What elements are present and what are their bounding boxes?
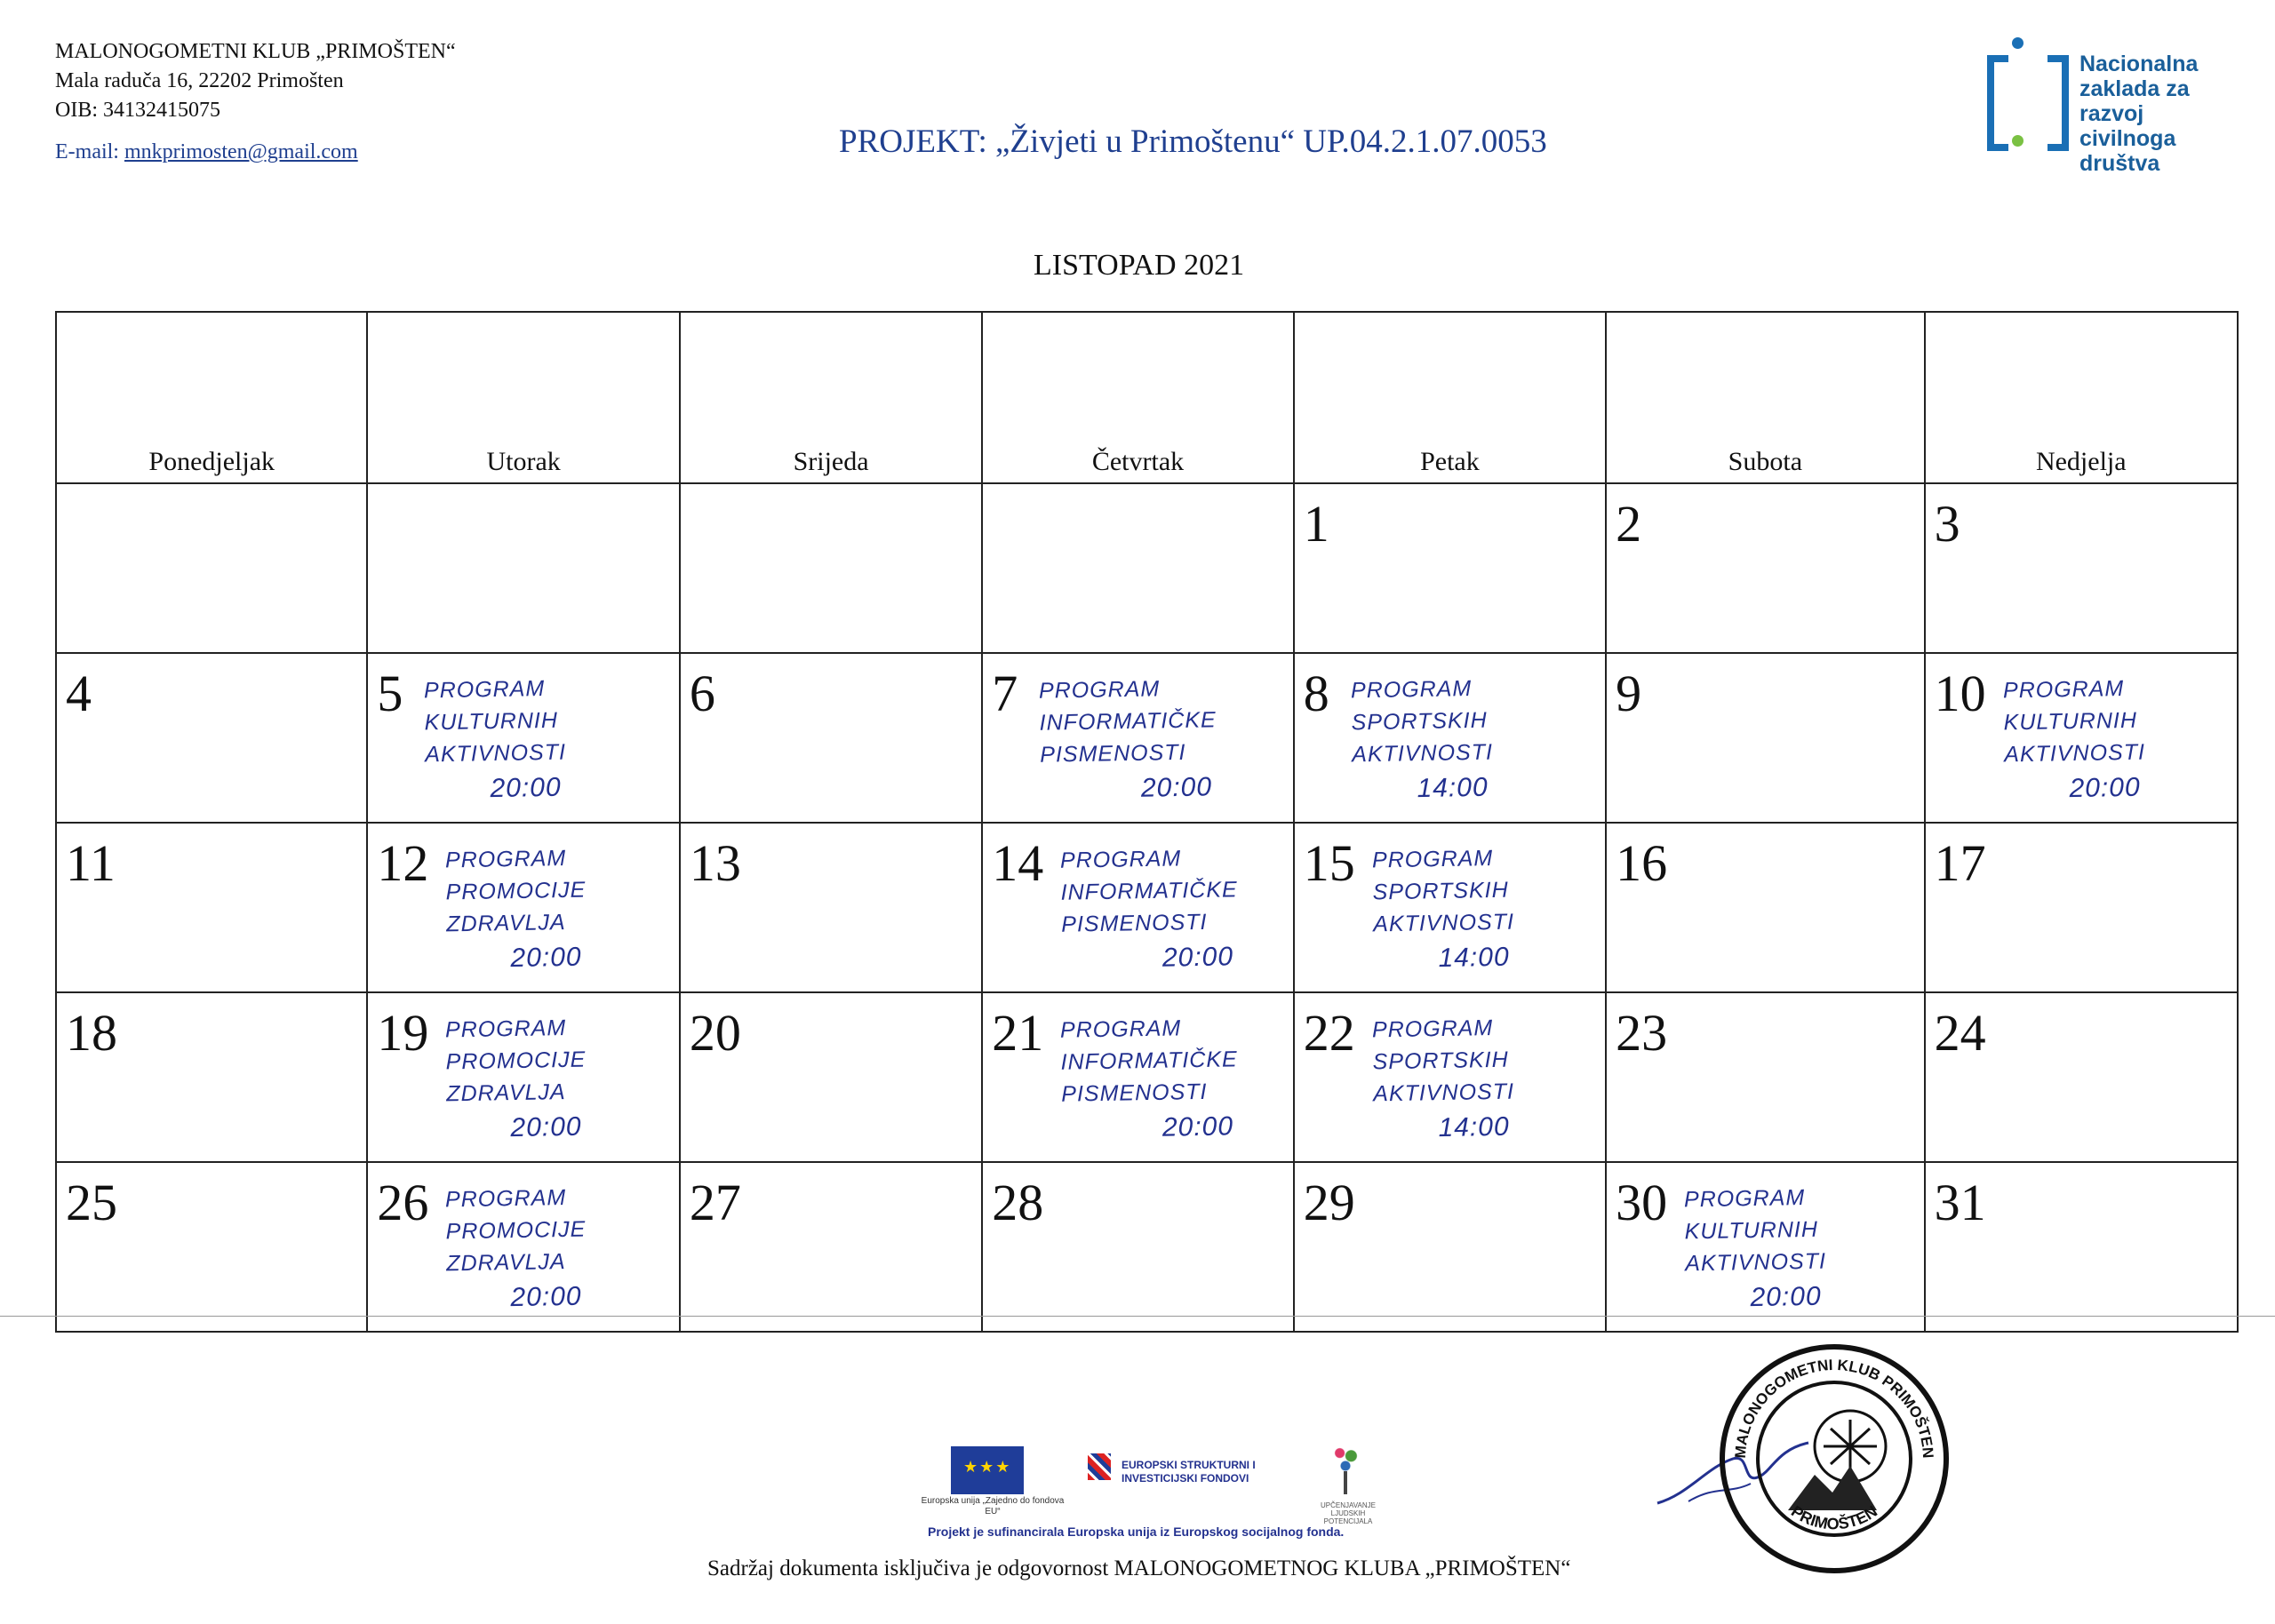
- event-line: ZDRAVLJA: [446, 910, 567, 937]
- day-cell: [368, 993, 680, 1161]
- day-number: 26: [377, 1174, 429, 1231]
- logo-dot-icon: [2012, 135, 2024, 147]
- day-number: 2: [1616, 495, 1642, 553]
- event-line: KULTURNIH: [1684, 1216, 1819, 1245]
- cofinance-note: Projekt je sufinancirala Europska unija iz Europskog socijalnog fonda.: [928, 1524, 1345, 1539]
- event-line: PROGRAM: [1060, 846, 1182, 873]
- tree-caption: UPČENJAVANJE LJUDSKIH POTENCIJALA: [1321, 1501, 1376, 1525]
- day-number: 12: [377, 834, 429, 892]
- event-time: 20:00: [510, 1281, 583, 1313]
- club-stamp-icon: [1717, 1341, 1952, 1576]
- event-line: PROGRAM: [424, 676, 546, 704]
- club-name: MALONOGOMETNI KLUB „PRIMOŠTEN“: [55, 40, 456, 63]
- event-line: PROGRAM: [1371, 1015, 1494, 1043]
- event-time: 14:00: [1437, 942, 1510, 974]
- event-line: PROGRAM: [1060, 1015, 1182, 1043]
- weekday-header: [57, 313, 368, 482]
- day-number: 28: [992, 1174, 1044, 1231]
- day-number: 1: [1303, 495, 1329, 553]
- day-cell: [57, 824, 368, 991]
- weekday-label: Srijeda: [793, 447, 869, 476]
- event-line: PROGRAM: [2002, 676, 2125, 704]
- event-note: [445, 842, 587, 976]
- stamp-text: MALONOGOMETNI KLUB PRIMOŠTEN: [1731, 1356, 1937, 1459]
- weekday-label: Ponedjeljak: [148, 447, 275, 476]
- day-cell: [1607, 654, 1925, 822]
- day-number: 15: [1303, 834, 1355, 892]
- day-number: 30: [1616, 1174, 1668, 1231]
- day-cell: [681, 824, 983, 991]
- event-note: [1039, 672, 1218, 806]
- day-number: 19: [377, 1004, 429, 1062]
- event-note: [1371, 1012, 1514, 1146]
- event-line: KULTURNIH: [2002, 707, 2137, 736]
- event-time: 20:00: [510, 942, 583, 974]
- logo-line: zaklada za: [2079, 76, 2190, 101]
- logo-text: [2079, 52, 2257, 176]
- event-line: PROGRAM: [445, 1015, 567, 1043]
- day-cell: [1926, 993, 2237, 1161]
- event-line: PISMENOSTI: [1040, 739, 1186, 768]
- event-note: [1684, 1182, 1827, 1316]
- day-number: 16: [1616, 834, 1668, 892]
- day-cell: [57, 993, 368, 1161]
- event-line: PISMENOSTI: [1061, 1079, 1208, 1107]
- day-cell: [983, 1163, 1294, 1331]
- day-cell: [1926, 654, 2237, 822]
- day-cell: [1295, 824, 1607, 991]
- day-cell: [983, 993, 1294, 1161]
- day-number: 13: [689, 834, 741, 892]
- event-note: [2002, 673, 2145, 807]
- event-note: [1060, 1011, 1240, 1145]
- eu-flag-icon: [951, 1446, 1024, 1494]
- logo-line: razvoj: [2079, 101, 2144, 126]
- logo-bracket-right-icon: [2048, 55, 2069, 151]
- day-number: 25: [66, 1174, 117, 1231]
- event-line: PISMENOSTI: [1061, 909, 1208, 937]
- esif-text: EUROPSKI STRUKTURNI I INVESTICIJSKI FONDOVI: [1122, 1459, 1256, 1485]
- club-address: Mala raduča 16, 22202 Primošten: [55, 69, 344, 92]
- day-cell: [368, 824, 680, 991]
- event-line: PROGRAM: [1039, 676, 1161, 704]
- weekday-header: [1295, 313, 1607, 482]
- event-time: 20:00: [1161, 1111, 1234, 1142]
- club-info: [55, 37, 456, 167]
- event-line: PROMOCIJE: [445, 1047, 587, 1075]
- day-number: 23: [1616, 1004, 1668, 1062]
- month-title: LISTOPAD 2021: [1034, 249, 1245, 282]
- weekday-label: Petak: [1420, 447, 1480, 476]
- day-number: 17: [1934, 834, 1986, 892]
- day-cell: [1607, 484, 1925, 652]
- calendar-grid: [55, 311, 2239, 1333]
- logo-bracket-left-icon: [1987, 55, 2008, 151]
- tree-trunk: [1344, 1471, 1347, 1494]
- day-number: 18: [66, 1004, 117, 1062]
- event-line: PROGRAM: [445, 1185, 567, 1213]
- event-line: AKTIVNOSTI: [425, 739, 567, 768]
- day-number: 22: [1303, 1004, 1355, 1062]
- event-line: AKTIVNOSTI: [2003, 739, 2145, 768]
- day-cell: [681, 993, 983, 1161]
- event-time: 20:00: [1161, 942, 1234, 973]
- event-line: AKTIVNOSTI: [1372, 909, 1514, 937]
- weekday-header: [1926, 313, 2237, 482]
- eu-caption: Europska unija „Zajedno do fondova EU“: [921, 1496, 1065, 1517]
- scan-line: [0, 1316, 2275, 1317]
- weekday-label: Subota: [1728, 447, 1803, 476]
- event-line: INFORMATIČKE: [1060, 877, 1239, 905]
- event-line: AKTIVNOSTI: [1372, 1079, 1514, 1107]
- event-line: PROGRAM: [1371, 846, 1494, 873]
- day-number: 5: [377, 665, 403, 722]
- event-line: ZDRAVLJA: [446, 1249, 567, 1277]
- day-cell: [1295, 1163, 1607, 1331]
- day-cell: [681, 654, 983, 822]
- email-link[interactable]: mnkprimosten@gmail.com: [124, 140, 358, 163]
- event-line: AKTIVNOSTI: [1351, 739, 1493, 768]
- day-number: 4: [66, 665, 92, 722]
- day-number: 11: [66, 834, 116, 892]
- day-number: 7: [992, 665, 1018, 722]
- day-number: 10: [1934, 665, 1986, 722]
- weekday-header: [681, 313, 983, 482]
- event-note: [1371, 842, 1514, 976]
- day-number: 9: [1616, 665, 1642, 722]
- day-cell: [368, 484, 680, 652]
- event-line: INFORMATIČKE: [1060, 1047, 1239, 1075]
- event-time: 20:00: [1140, 772, 1213, 803]
- week-row: [57, 654, 2237, 824]
- event-note: [445, 1182, 587, 1316]
- responsibility-note: Sadržaj dokumenta isključiva je odgovornost MALONOGOMETNOG KLUBA „PRIMOŠTEN“: [707, 1556, 1571, 1580]
- event-time: 20:00: [510, 1111, 583, 1143]
- event-time: 14:00: [1437, 1111, 1510, 1143]
- day-cell: [57, 654, 368, 822]
- project-title: PROJEKT: „Živjeti u Primoštenu“ UP.04.2.1.07.0053: [839, 123, 1547, 160]
- day-number: 3: [1934, 495, 1960, 553]
- event-line: PROGRAM: [1350, 676, 1473, 704]
- day-number: 6: [689, 665, 715, 722]
- event-line: SPORTSKIH: [1372, 877, 1509, 905]
- club-oib: OIB: 34132415075: [55, 99, 220, 122]
- week-row: [57, 824, 2237, 993]
- event-line: SPORTSKIH: [1351, 707, 1488, 736]
- logo-line: Nacionalna: [2079, 52, 2199, 76]
- day-number: 24: [1934, 1004, 1986, 1062]
- day-cell: [1926, 824, 2237, 991]
- day-cell: [1607, 1163, 1925, 1331]
- weekday-label: Četvrtak: [1091, 447, 1185, 476]
- day-cell: [1295, 993, 1607, 1161]
- event-line: KULTURNIH: [424, 707, 559, 736]
- weekday-header: [368, 313, 680, 482]
- day-cell: [1607, 824, 1925, 991]
- event-time: 20:00: [2068, 772, 2141, 804]
- day-cell: [681, 484, 983, 652]
- day-cell: [368, 1163, 680, 1331]
- event-line: INFORMATIČKE: [1039, 707, 1217, 736]
- week-row: [57, 484, 2237, 654]
- event-time: 20:00: [1750, 1281, 1823, 1313]
- event-note: [424, 673, 567, 807]
- weekday-label: Utorak: [486, 447, 561, 476]
- logo-dot-icon: [2012, 37, 2024, 49]
- day-cell: [1295, 654, 1607, 822]
- event-note: [1350, 673, 1493, 807]
- weekday-header: [1607, 313, 1925, 482]
- day-cell: [1295, 484, 1607, 652]
- email-label: E-mail:: [55, 140, 124, 163]
- event-line: PROMOCIJE: [445, 877, 587, 905]
- event-line: AKTIVNOSTI: [1685, 1248, 1827, 1277]
- event-note: [1060, 841, 1240, 975]
- club-email: [55, 138, 456, 167]
- day-cell: [57, 1163, 368, 1331]
- day-cell: [1926, 484, 2237, 652]
- day-number: 20: [689, 1004, 741, 1062]
- week-row: [57, 1163, 2237, 1331]
- day-number: 21: [992, 1004, 1044, 1062]
- logo-line: društva: [2079, 151, 2160, 176]
- funding-logos: [899, 1427, 1433, 1533]
- nzrcd-logo: [1984, 37, 2250, 197]
- event-time: 14:00: [1416, 772, 1489, 804]
- day-number: 14: [992, 834, 1044, 892]
- week-row: [57, 993, 2237, 1163]
- day-number: 29: [1303, 1174, 1355, 1231]
- day-cell: [368, 654, 680, 822]
- logo-line: civilnoga: [2079, 126, 2176, 151]
- day-cell: [1926, 1163, 2237, 1331]
- tree-crown: [1331, 1445, 1360, 1473]
- day-cell: [983, 824, 1294, 991]
- day-cell: [983, 484, 1294, 652]
- day-cell: [983, 654, 1294, 822]
- weekday-label: Nedjelja: [2035, 447, 2127, 476]
- day-cell: [57, 484, 368, 652]
- event-line: ZDRAVLJA: [446, 1079, 567, 1107]
- event-line: PROMOCIJE: [445, 1216, 587, 1245]
- day-number: 8: [1303, 665, 1329, 722]
- weekday-header: [983, 313, 1294, 482]
- day-cell: [1607, 993, 1925, 1161]
- event-line: SPORTSKIH: [1372, 1047, 1509, 1075]
- event-time: 20:00: [490, 772, 563, 804]
- human-resources-tree-icon: [1326, 1445, 1365, 1494]
- day-number: 31: [1934, 1174, 1986, 1231]
- event-line: PROGRAM: [1683, 1185, 1806, 1213]
- day-number: 27: [689, 1174, 741, 1231]
- event-line: PROGRAM: [445, 846, 567, 873]
- event-note: [445, 1012, 587, 1146]
- day-cell: [681, 1163, 983, 1331]
- weekday-header-row: [57, 313, 2237, 484]
- stamp-bottom-text: PRIMOŠTEN: [1787, 1501, 1881, 1533]
